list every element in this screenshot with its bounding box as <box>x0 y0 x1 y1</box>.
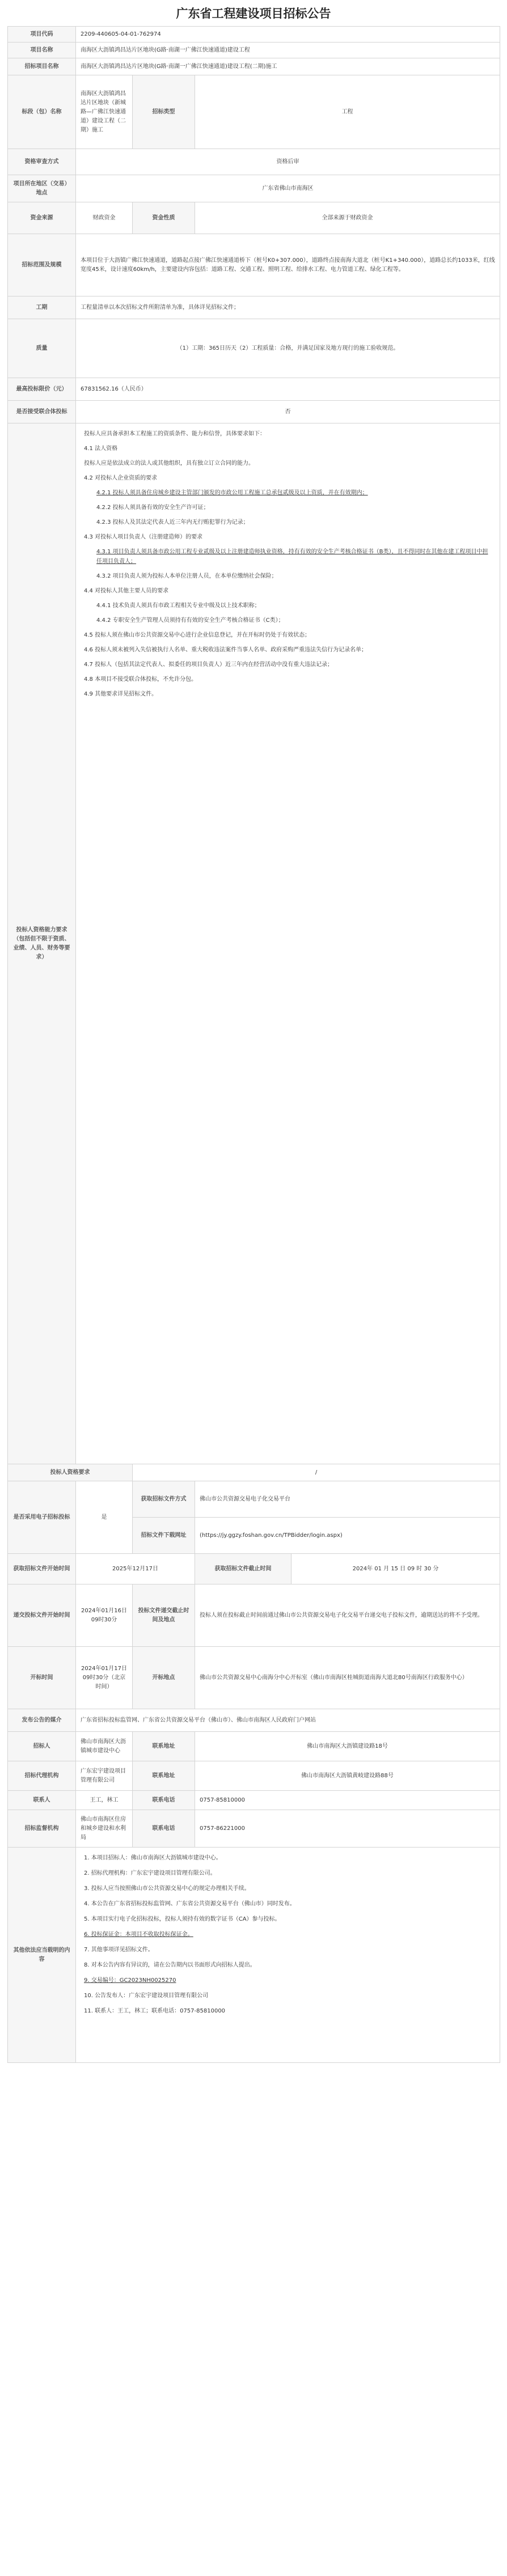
notes-content <box>76 1848 500 2063</box>
fund-nature: 全部来源于财政资金 <box>195 202 500 234</box>
qual-paragraph: 4.8 本项目不接受联合体投标，不允许分包。 <box>84 676 197 683</box>
section-label: 标段（包）名称 <box>8 75 76 149</box>
duration-label: 工期 <box>8 296 76 319</box>
download-url-label: 招标文件下载网址 <box>133 1518 195 1554</box>
open-time-value: 2024年01月17日 09时30分（北京时间） <box>76 1647 133 1709</box>
tenderer-value: 佛山市南海区大沥镇城市建设中心 <box>76 1732 133 1761</box>
tenderer-address: 佛山市南海区大沥镇建设路18号 <box>195 1732 500 1761</box>
contact-person-label: 联系人 <box>8 1791 76 1810</box>
open-place-value: 佛山市公共资源交易中心南海分中心开标室（佛山市南海区桂城街道南海大道北80号南海区行政服务中心） <box>195 1647 500 1709</box>
open-time-label: 开标时间 <box>8 1647 76 1709</box>
qual-paragraph: 4.5 投标人须在佛山市公共资源交易中心进行企业信息登记，并在开标时仍处于有效状态； <box>84 632 311 638</box>
quality: （1）工期：365日历天（2）工程质量：合格，并满足国家及地方现行的施工验收规范。 <box>76 319 500 378</box>
quality-label: 质量 <box>8 319 76 378</box>
submit-start-value: 2024年01月16日 09时30分 <box>76 1584 133 1647</box>
supervisor-value: 佛山市南海区住房和城乡建设和水利局 <box>76 1810 133 1848</box>
electronic-value: 是 <box>76 1481 133 1554</box>
note-item: 9. 交易编号：GC2023NH0025270 <box>84 1977 176 1984</box>
tender-type-label: 招标类型 <box>133 75 195 149</box>
electronic-label: 是否采用电子招标投标 <box>8 1481 76 1554</box>
note-item: 10. 公告发布人：广东宏宇建设项目管理有限公司 <box>84 1993 209 1999</box>
project-name: 南海区大沥镇鸿昌达片区地块(G路·南湖一广佛江快速通道)建设工程 <box>76 43 500 58</box>
project-code: 2209-440605-04-01-762974 <box>76 27 500 43</box>
qual-paragraph: 4.7 投标人（包括其法定代表人、拟委任的项目负责人）近三年内在经营活动中没有重大违法记录； <box>84 662 333 668</box>
duration: 工程量清单以本次招标文件所附清单为准，具体详见招标文件； <box>76 296 500 319</box>
note-item: 3. 投标人应当按照佛山市公共资源交易中心的规定办理相关手续。 <box>84 1886 250 1892</box>
qual-paragraph: 投标人应具备承担本工程施工的资质条件、能力和信誉，具体要求如下： <box>84 431 265 437</box>
price-label: 最高投标限价（元） <box>8 378 76 401</box>
note-item: 7. 其他事项详见招标文件。 <box>84 1947 154 1953</box>
joint: 否 <box>76 401 500 423</box>
agency-address: 佛山市南海区大沥镇黄岐建设路88号 <box>195 1761 500 1791</box>
phone-label: 联系电话 <box>133 1791 195 1810</box>
qual-doc-value: / <box>133 1464 500 1481</box>
qual-paragraph: 4.3.1 项目负责人须具备市政公用工程专业贰级及以上注册建造师执业资格，持有有效的安全生产考核合格证书（B类），且不得同时在其他在建工程项目中担任项目负责人； <box>96 549 488 565</box>
note-item: 1. 本项目招标人：佛山市南海区大沥镇城市建设中心。 <box>84 1855 222 1861</box>
fund-source: 财政资金 <box>76 202 133 234</box>
get-method-value: 佛山市公共资源交易电子化交易平台 <box>195 1481 500 1518</box>
tender-project-label: 招标项目名称 <box>8 58 76 75</box>
qual-paragraph: 4.3 对投标人项目负责人（注册建造师）的要求 <box>84 534 203 540</box>
section-name: 南海区大沥镇鸿昌达片区地块（新城路—广佛江快速通道）建设工程（二期）施工 <box>76 75 133 149</box>
tenderer-address-label: 联系地址 <box>133 1732 195 1761</box>
location-label: 项目所在地区（交易）地点 <box>8 175 76 202</box>
contact-person: 王工，林工 <box>76 1791 133 1810</box>
scope-label: 招标范围及规模 <box>8 234 76 296</box>
tender-type: 工程 <box>195 75 500 149</box>
qual-paragraph: 4.9 其他要求详见招标文件。 <box>84 691 158 697</box>
media-value: 广东省招标投标监管网、广东省公共资源交易平台（佛山市）、佛山市南海区人民政府门户网站 <box>76 1709 500 1732</box>
qual-paragraph: 4.4.1 技术负责人须具有市政工程相关专业中级及以上技术职称； <box>96 603 260 609</box>
qual-doc-label: 投标人资格要求 <box>8 1464 133 1481</box>
scope: 本项目位于大沥镇广佛江快速通道，道路起点接广佛江快速通道桥下（桩号K0+307.000），道路终点接南海大道北（桩号K1+340.000），道路总长约1033米，红线宽度45米，设计速度60km/h，主要建设内容包括：道路工程、交通工程、照明工程、给排水工程、电力管道工程、绿化工程等。 <box>76 234 500 296</box>
page-title: 广东省工程建设项目招标公告 <box>176 6 331 20</box>
qualification-label: 投标人资格能力要求（包括但不限于资质、业绩、人员、财务等要求） <box>8 423 76 1464</box>
qual-paragraph: 4.2.3 投标人及其法定代表人近三年内无行贿犯罪行为记录； <box>96 519 249 526</box>
deadline-label: 投标文件递交截止时间及地点 <box>133 1584 195 1647</box>
qual-paragraph: 4.3.2 项目负责人须为投标人本单位注册人员，在本单位缴纳社会保险； <box>96 573 277 579</box>
qual-paragraph: 4.2.2 投标人须具备有效的安全生产许可证； <box>96 505 209 511</box>
qual-paragraph: 4.4.2 专职安全生产管理人员须持有有效的安全生产考核合格证书（C类）； <box>96 617 284 624</box>
qual-paragraph: 4.1 法人资格 <box>84 446 118 452</box>
download-url-link[interactable]: (https://jy.ggzy.foshan.gov.cn/TPBidder/login.aspx) <box>195 1518 500 1554</box>
joint-label: 是否接受联合体投标 <box>8 401 76 423</box>
phone-value: 0757-85810000 <box>195 1791 500 1810</box>
supervisor-phone: 0757-86221000 <box>195 1810 500 1848</box>
qual-paragraph: 4.4 对投标人其他主要人员的要求 <box>84 588 169 594</box>
price: 67831562.16（人民币） <box>76 378 500 401</box>
get-end-label: 获取招标文件截止时间 <box>195 1554 291 1584</box>
submit-start-label: 递交投标文件开始时间 <box>8 1584 76 1647</box>
get-start-value: 2025年12月17日 <box>76 1554 195 1584</box>
qualification-content <box>76 423 500 1464</box>
exchange-label: 资格审查方式 <box>8 149 76 175</box>
agency-address-label: 联系地址 <box>133 1761 195 1791</box>
tender-project: 南海区大沥镇鸿昌达片区地块(G路·南湖一广佛江快速通道)建设工程(二期)施工 <box>76 58 500 75</box>
open-place-label: 开标地点 <box>133 1647 195 1709</box>
get-start-label: 获取招标文件开始时间 <box>8 1554 76 1584</box>
note-item: 8. 对本公告内容有异议的，请在公告期内以书面形式向招标人提出。 <box>84 1962 256 1968</box>
tenderer-label: 招标人 <box>8 1732 76 1761</box>
agency-value: 广东宏宇建设项目管理有限公司 <box>76 1761 133 1791</box>
qual-paragraph: 投标人应是依法成立的法人或其他组织，具有独立订立合同的能力。 <box>84 460 254 467</box>
get-end-value: 2024年 01 月 15 日 09 时 30 分 <box>291 1554 500 1584</box>
agency-label: 招标代理机构 <box>8 1761 76 1791</box>
supervisor-label: 招标监督机构 <box>8 1810 76 1848</box>
qual-paragraph: 4.2.1 投标人须具备住房城乡建设主管部门颁发的市政公用工程施工总承包贰级及以上资质，并在有效期内； <box>96 490 368 496</box>
project-code-label: 项目代码 <box>8 27 76 43</box>
qual-paragraph: 4.6 投标人须未被列入失信被执行人名单、重大税收违法案件当事人名单、政府采购严重违法失信行为记录名单； <box>84 647 367 653</box>
fund-source-label: 资金来源 <box>8 202 76 234</box>
get-method-label: 获取招标文件方式 <box>133 1481 195 1518</box>
note-item: 6. 投标保证金：本项目不收取投标保证金。 <box>84 1931 193 1938</box>
supervisor-phone-label: 联系电话 <box>133 1810 195 1848</box>
note-item: 5. 本项目实行电子化招标投标，投标人须持有效的数字证书（CA）参与投标。 <box>84 1916 281 1922</box>
notes-label: 其他依法应当载明的内容 <box>8 1848 76 2063</box>
deadline-value: 投标人须在投标截止时间前通过佛山市公共资源交易电子化交易平台递交电子投标文件，逾期送达的将不予受理。 <box>195 1584 500 1647</box>
media-label: 发布公告的媒介 <box>8 1709 76 1732</box>
fund-nature-label: 资金性质 <box>133 202 195 234</box>
note-item: 2. 招标代理机构：广东宏宇建设项目管理有限公司。 <box>84 1870 216 1876</box>
note-item: 11. 联系人：王工，林工；联系电话：0757-85810000 <box>84 2008 226 2014</box>
note-item: 4. 本公告在广东省招标投标监管网、广东省公共资源交易平台（佛山市）同时发布。 <box>84 1901 295 1907</box>
location: 广东省佛山市南海区 <box>76 175 500 202</box>
exchange: 资格后审 <box>76 149 500 175</box>
tender-info-table <box>7 26 500 2063</box>
project-name-label: 项目名称 <box>8 43 76 58</box>
qual-paragraph: 4.2 对投标人企业资质的要求 <box>84 475 158 481</box>
